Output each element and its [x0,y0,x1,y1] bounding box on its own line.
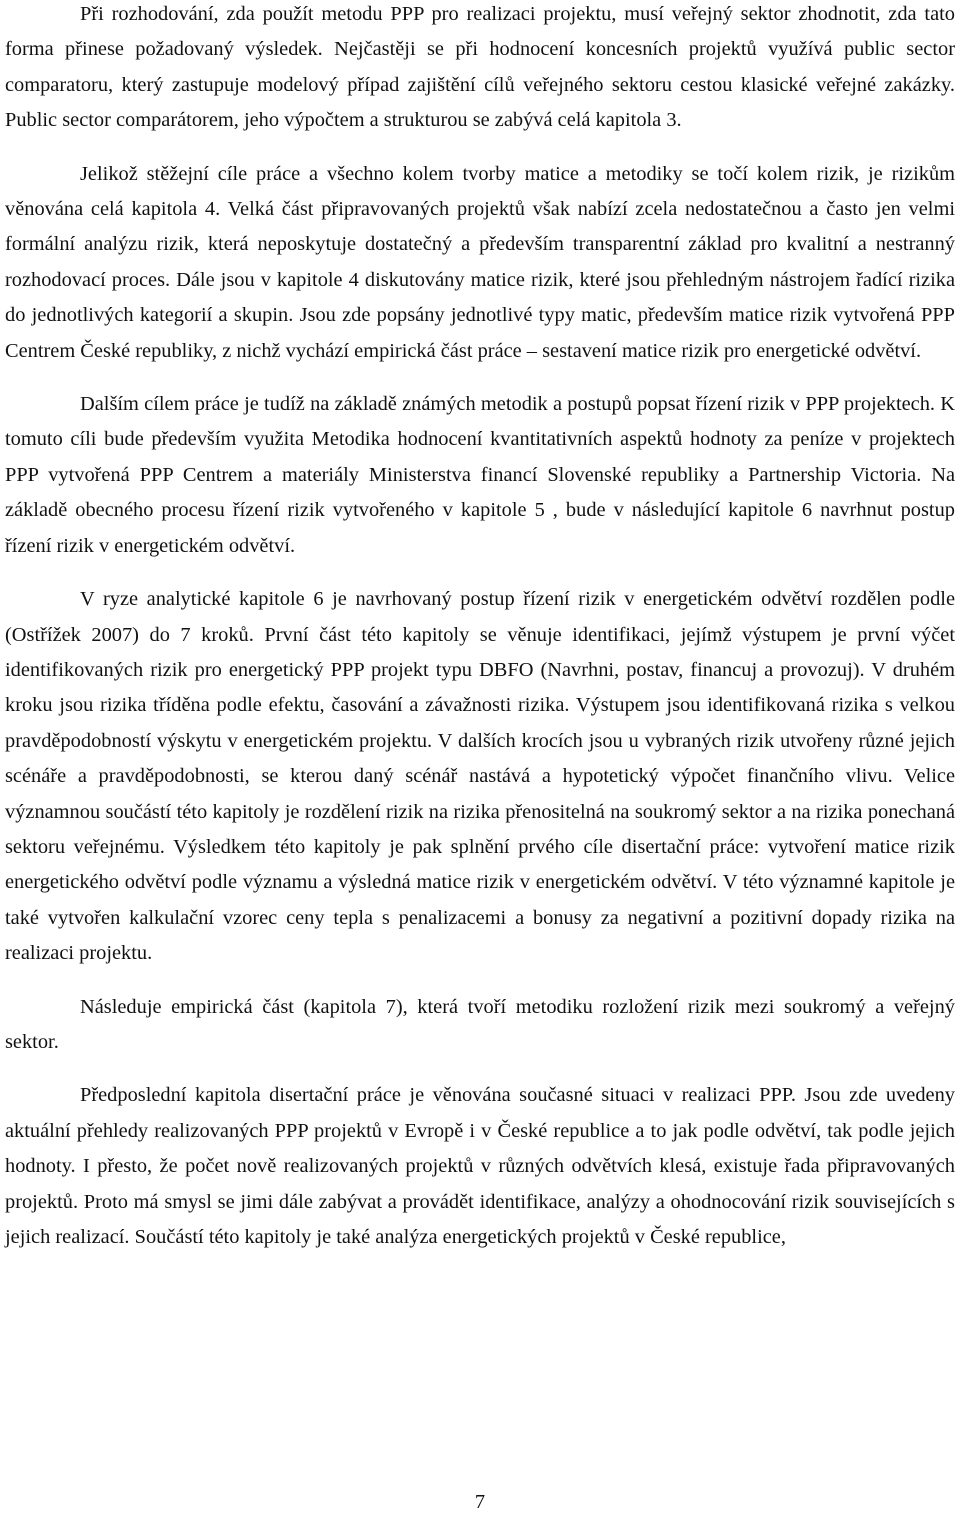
paragraph-empirical-chapter-7: Následuje empirická část (kapitola 7), která tvoří metodiku rozložení rizik mezi soukromý a veřejný sektor. [5,995,955,1053]
document-page [5,0,955,1273]
paragraph-risks-chapter-4: Jelikož stěžejní cíle práce a všechno kolem tvorby matice a metodiky se točí kolem rizik, je rizikům věnována celá kapitola 4. Velká část připravovaných projektů však nabízí zcela nedostatečnou a často jen velmi formální analýzu rizik, která neposkytuje dostatečný a především transparentní základ pro kvalitní a nestranný rozhodovací proces. Dále jsou v kapitole 4 diskutovány matice rizik, které jsou přehledným nástrojem řadící rizika do jednotlivých kategorií a skupin. Jsou zde popsány jednotlivé typy matic, především matice rizik vytvořená PPP Centrem České republiky, z nichž vychází empirická část práce – sestavení matice rizik pro energetické odvětví. [5,162,955,362]
paragraph-penultimate-chapter: Předposlední kapitola disertační práce je věnována současné situaci v realizaci PPP. Jsou zde uvedeny aktuální přehledy realizovaných PPP projektů v Evropě i v České republice a to jak podle odvětví, tak podle jejich hodnoty. I přesto, že počet nově realizovaných projektů v různých odvětvích klesá, existuje řada připravovaných projektů. Proto má smysl se jimi dále zabývat a provádět identifikace, analýzy a ohodnocování rizik souvisejících s jejich realizací. Součástí této kapitoly je také analýza energetických projektů v České republice, [5,1084,955,1248]
page-number: 7 [474,1491,486,1513]
paragraph-ppp-decision: Při rozhodování, zda použít metodu PPP pro realizaci projektu, musí veřejný sektor zhodnotit, zda tato forma přinese požadovaný výsledek. Nejčastěji se při hodnocení koncesních projektů využívá public sector comparatoru, který zastupuje modelový případ zajištění cílů veřejného sektoru cestou klasické veřejné zakázky. Public sector comparátorem, jeho výpočtem a strukturou se zabývá celá kapitola 3. [5,3,955,132]
paragraph-analytic-chapter-6: V ryze analytické kapitole 6 je navrhovaný postup řízení rizik v energetickém odvětví rozdělen podle (Ostřížek 2007) do 7 kroků. První část této kapitoly se věnuje identifikaci, jejímž výstupem je první výčet identifikovaných rizik pro energetický PPP projekt typu DBFO (Navrhni, postav, financuj a provozuj). V druhém kroku jsou rizika tříděna podle efektu, časování a závažnosti rizika. Výstupem jsou identifikovaná rizika s velkou pravděpodobností výskytu v energetickém projektu. V dalších krocích jsou u vybraných rizik utvořeny různé jejich scénáře a pravděpodobnosti, se kterou daný scénář nastává a hypotetický výpočet finančního vlivu. Velice významnou součástí této kapitoly je rozdělení rizik na rizika přenositelná na soukromý sektor a na rizika ponechaná sektoru veřejnému. Výsledkem této kapitoly je pak splnění prvého cíle disertační práce: vytvoření matice rizik energetického odvětví podle významu a výsledná matice rizik v energetickém odvětví. V této významné kapitole je také vytvořen kalkulační vzorec ceny tepla s penalizacemi a bonusy za negativní a pozitivní dopady rizika na realizaci projektu. [5,588,955,965]
paragraph-risk-management-goal: Dalším cílem práce je tudíž na základě známých metodik a postupů popsat řízení rizik v PPP projektech. K tomuto cíli bude především využita Metodika hodnocení kvantitativních aspektů hodnoty za peníze v projektech PPP vytvořená PPP Centrem a materiály Ministerstva financí Slovenské republiky a Partnership Victoria. Na základě obecného procesu řízení rizik vytvořeného v kapitole 5 , bude v následující kapitole 6 navrhnut postup řízení rizik v energetickém odvětví. [5,393,955,557]
